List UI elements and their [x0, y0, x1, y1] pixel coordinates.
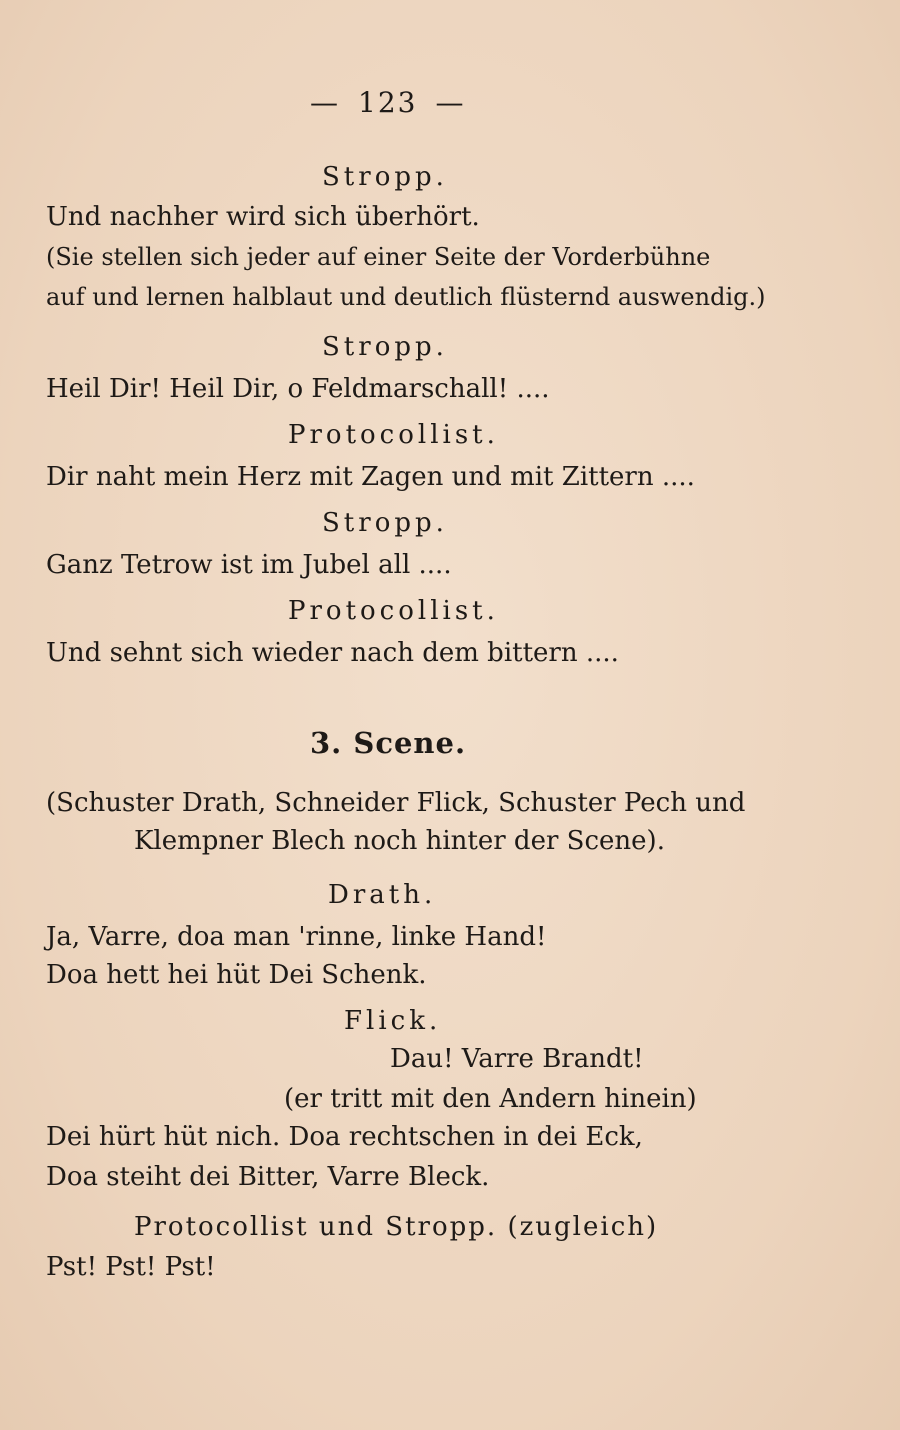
speaker-stropp: Stropp.: [322, 162, 448, 192]
page-number-value: 123: [358, 86, 418, 119]
dialogue-line: Pst! Pst! Pst!: [46, 1252, 216, 1282]
dialogue-line: Ja, Varre, doa man 'rinne, linke Hand!: [46, 922, 547, 952]
page-number: [292, 86, 483, 120]
dialogue-line: Heil Dir! Heil Dir, o Feldmarschall! ....: [46, 374, 550, 404]
speaker-protocollist-stropp: Protocollist und Stropp. (zugleich): [134, 1212, 659, 1242]
stage-direction: (Sie stellen sich jeder auf einer Seite der Vorderbühne: [46, 243, 711, 271]
stage-direction: (er tritt mit den Andern hinein): [284, 1084, 697, 1114]
dialogue-line: Und nachher wird sich überhört.: [46, 202, 480, 232]
page-number-dash-left: —: [310, 86, 340, 119]
dialogue-line: Dir naht mein Herz mit Zagen und mit Zittern ....: [46, 462, 695, 492]
stage-direction: auf und lernen halblaut und deutlich flüsternd auswendig.): [46, 283, 766, 311]
page-number-dash-right: —: [435, 86, 466, 119]
dialogue-line: Ganz Tetrow ist im Jubel all ....: [46, 550, 452, 580]
speaker-stropp: Stropp.: [322, 332, 448, 362]
dialogue-line: Doa hett hei hüt Dei Schenk.: [46, 960, 427, 990]
dialogue-line: Und sehnt sich wieder nach dem bittern ....: [46, 638, 619, 668]
speaker-stropp: Stropp.: [322, 508, 448, 538]
speaker-protocollist: Protocollist.: [288, 420, 499, 450]
stage-direction: Klempner Blech noch hinter der Scene).: [134, 826, 665, 856]
stage-direction: (Schuster Drath, Schneider Flick, Schuster Pech und: [46, 788, 746, 818]
speaker-protocollist: Protocollist.: [288, 596, 499, 626]
dialogue-line: Dau! Varre Brandt!: [390, 1044, 644, 1074]
dialogue-line: Dei hürt hüt nich. Doa rechtschen in dei Eck,: [46, 1122, 643, 1152]
speaker-drath: Drath.: [328, 880, 437, 910]
speaker-flick: Flick.: [344, 1006, 442, 1036]
dialogue-line: Doa steiht dei Bitter, Varre Bleck.: [46, 1162, 490, 1192]
scene-heading: 3. Scene.: [310, 726, 467, 760]
